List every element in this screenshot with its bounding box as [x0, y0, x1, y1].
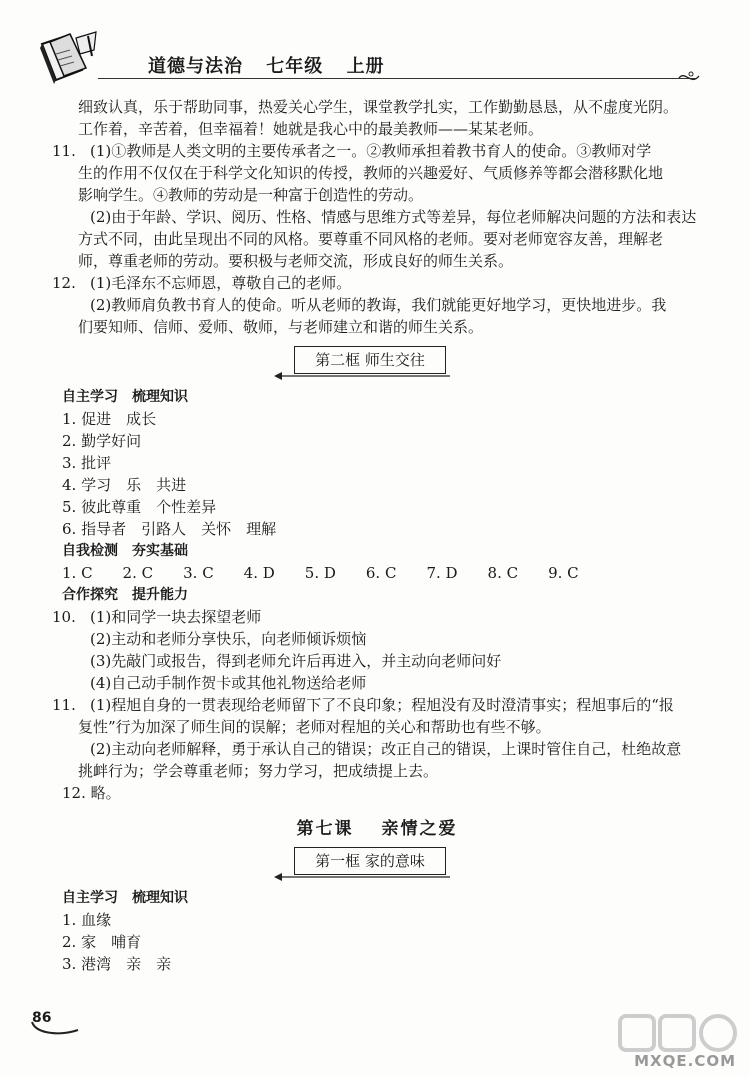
list-item: 2. 勤学好问 — [62, 432, 142, 450]
text-line: (2)由于年龄、学识、阅历、性格、情感与思维方式等差异，每位老师解决问题的方法和表达 — [90, 208, 697, 226]
section-heading-2 — [62, 344, 692, 380]
section-heading-3 — [62, 845, 692, 881]
subheading: 自我检测 夯实基础 — [62, 543, 188, 559]
header-subject: 道德与法治 — [148, 56, 243, 77]
section-box-title: 第一框 家的意味 — [294, 847, 446, 875]
header-grade: 七年级 — [266, 56, 324, 77]
text-line: 们要知师、信师、爱师、敬师，与老师建立和谐的师生关系。 — [78, 318, 484, 336]
text-line: 复性”行为加深了师生间的误解；老师对程旭的关心和帮助也有些不够。 — [78, 718, 551, 736]
subheading: 自主学习 梳理知识 — [62, 389, 188, 405]
text-line: (2)主动向老师解释，勇于承认自己的错误；改正自己的错误，上课时管住自己，杜绝故意 — [90, 740, 682, 758]
list-item: 6. 指导者 引路人 关怀 理解 — [62, 520, 277, 538]
list-item: 3. 港湾 亲 亲 — [62, 955, 172, 973]
question-number: 10. — [52, 608, 76, 626]
question-12-line: 12. (1)毛泽东不忘师恩，尊敬自己的老师。 — [52, 274, 352, 292]
text-line: (4)自己动手制作贺卡或其他礼物送给老师 — [90, 674, 367, 692]
text-line: 细致认真，乐于帮助同事，热爱关心学生，课堂教学扎实，工作勤勤恳恳，从不虚度光阴。 — [78, 98, 679, 116]
question-number: 11. — [52, 142, 76, 160]
subheading: 合作探究 提升能力 — [62, 587, 188, 603]
header-volume: 上册 — [346, 56, 385, 77]
text-line: 挑衅行为；学会尊重老师；努力学习，把成绩提上去。 — [78, 762, 439, 780]
section-box-title: 第二框 师生交往 — [294, 346, 446, 374]
answer-row: 1. C 2. C 3. C 4. D 5. D 6. C 7. D 8. C 9. C — [62, 564, 579, 582]
header-title — [148, 52, 401, 78]
question-number: 11. — [52, 696, 76, 714]
list-item: 4. 学习 乐 共进 — [62, 476, 187, 494]
list-item: 5. 彼此尊重 个性差异 — [62, 498, 217, 516]
arrow-underline-icon — [272, 370, 452, 380]
text-line: (2)主动和老师分享快乐，向老师倾诉烦恼 — [90, 630, 367, 648]
question-number: 12. — [52, 274, 76, 292]
question-11-line: 11. (1)①教师是人类文明的主要传承者之一。②教师承担着教书育人的使命。③教师对学 — [52, 142, 652, 160]
page-content — [52, 96, 697, 975]
page-corner-curve-icon — [30, 1020, 80, 1038]
list-item: 1. 促进 成长 — [62, 410, 157, 428]
page-number: 86 — [32, 1010, 52, 1026]
lesson-name: 亲情之爱 — [381, 819, 458, 839]
text-line: (3)先敲门或报告，得到老师允许后再进入，并主动向老师问好 — [90, 652, 502, 670]
text-line: 影响学生。④教师的劳动是一种富于创造性的劳动。 — [78, 186, 424, 204]
lesson-number: 第七课 — [296, 819, 354, 839]
list-item: 3. 批评 — [62, 454, 112, 472]
question-10-line: 10. (1)和同学一块去探望老师 — [52, 608, 262, 626]
arrow-underline-icon — [272, 871, 452, 881]
list-item: 2. 家 哺育 — [62, 933, 142, 951]
watermark-text: MXQE.COM — [634, 1052, 736, 1070]
flourish-icon — [677, 66, 701, 90]
header-rule — [98, 78, 696, 79]
text-line: 工作着，辛苦着，但幸福着！她就是我心中的最美教师——某某老师。 — [78, 120, 544, 138]
question-11-line: 11. (1)程旭自身的一贯表现给老师留下了不良印象；程旭没有及时澄清事实；程旭事后的“报 — [52, 696, 674, 714]
lesson-title — [62, 814, 692, 839]
text-line: 方式不同，由此呈现出不同的风格。要尊重不同风格的老师。要对老师宽容友善，理解老 — [78, 230, 664, 248]
text-line: 生的作用不仅仅在于科学文化知识的传授，教师的兴趣爱好、气质修养等都会潜移默化地 — [78, 164, 664, 182]
text-line: (2)教师肩负教书育人的使命。听从老师的教诲，我们就能更好地学习，更快地进步。我 — [90, 296, 667, 314]
list-item: 1. 血缘 — [62, 911, 112, 929]
subheading: 自主学习 梳理知识 — [62, 890, 188, 906]
question-12-line: 12. 略。 — [62, 784, 121, 802]
text-line: 师，尊重老师的劳动。要积极与老师交流，形成良好的师生关系。 — [78, 252, 514, 270]
page-header — [36, 30, 701, 86]
